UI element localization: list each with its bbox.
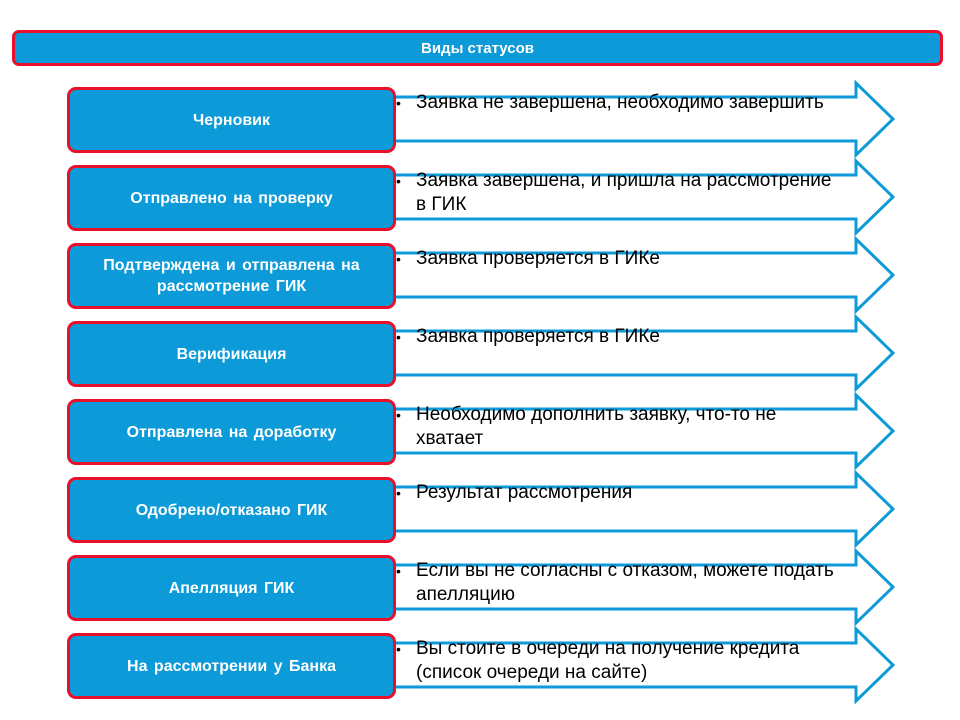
status-description-text: Результат рассмотрения xyxy=(416,482,633,503)
status-row xyxy=(0,314,960,392)
status-row xyxy=(0,392,960,470)
status-description xyxy=(396,247,846,271)
status-description xyxy=(396,325,846,349)
bullet-icon: • xyxy=(396,407,401,423)
status-description-text: Заявка проверяется в ГИКе xyxy=(416,248,660,269)
bullet-icon: • xyxy=(396,485,401,501)
status-label: Отправлена на доработку xyxy=(67,399,396,465)
status-description-text: Заявка не завершена, необходимо завершить xyxy=(416,92,824,113)
status-row xyxy=(0,470,960,548)
status-row xyxy=(0,80,960,158)
status-row xyxy=(0,158,960,236)
bullet-icon: • xyxy=(396,641,401,657)
status-description-text: Если вы не согласны с отказом, можете подать апелляцию xyxy=(416,560,834,605)
status-description xyxy=(396,559,846,607)
status-description xyxy=(396,403,846,451)
status-description xyxy=(396,91,846,115)
status-label: Апелляция ГИК xyxy=(67,555,396,621)
status-description xyxy=(396,481,846,505)
bullet-icon: • xyxy=(396,329,401,345)
diagram-title: Виды статусов xyxy=(12,30,943,66)
status-label: Отправлено на проверку xyxy=(67,165,396,231)
bullet-icon: • xyxy=(396,563,401,579)
status-description xyxy=(396,169,846,217)
status-description-text: Заявка завершена, и пришла на рассмотрение в ГИК xyxy=(416,170,832,215)
bullet-icon: • xyxy=(396,95,401,111)
bullet-icon: • xyxy=(396,173,401,189)
status-label: Одобрено/отказано ГИК xyxy=(67,477,396,543)
status-row xyxy=(0,548,960,626)
status-label: Черновик xyxy=(67,87,396,153)
status-label: На рассмотрении у Банка xyxy=(67,633,396,699)
status-label: Подтверждена и отправлена на рассмотрение ГИК xyxy=(67,243,396,309)
status-row xyxy=(0,626,960,704)
bullet-icon: • xyxy=(396,251,401,267)
status-description-text: Вы стоите в очереди на получение кредита (список очереди на сайте) xyxy=(416,638,800,683)
status-row xyxy=(0,236,960,314)
status-description xyxy=(396,637,846,685)
status-label: Верификация xyxy=(67,321,396,387)
status-description-text: Заявка проверяется в ГИКе xyxy=(416,326,660,347)
status-description-text: Необходимо дополнить заявку, что-то не хватает xyxy=(416,404,777,449)
